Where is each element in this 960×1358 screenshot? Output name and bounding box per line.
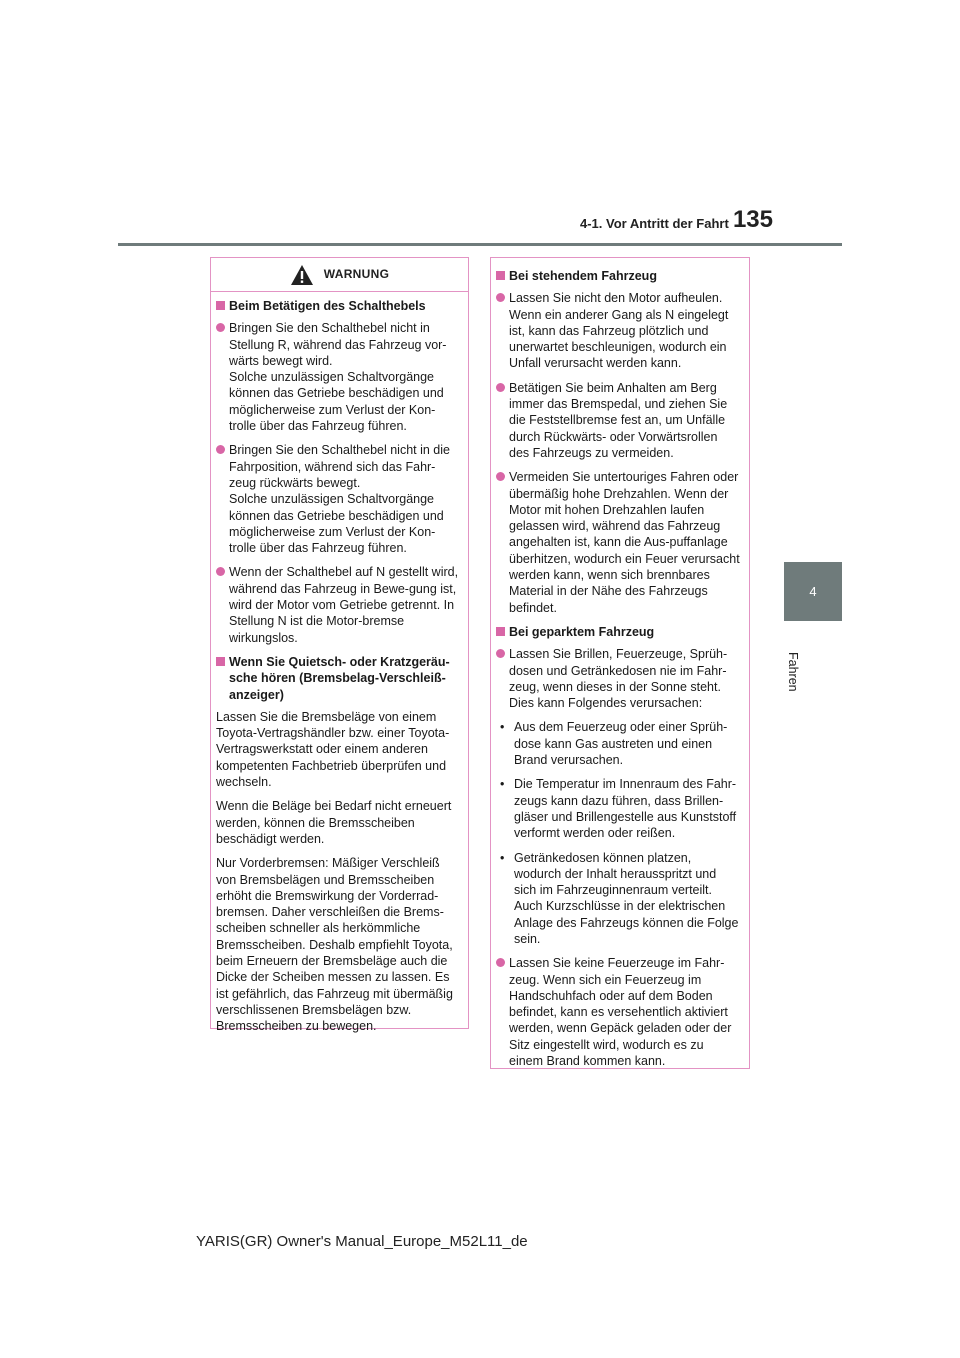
subheading-stationary: Bei stehendem Fahrzeug — [496, 268, 740, 284]
paragraph: Nur Vorderbremsen: Mäßiger Verschleiß von Bremsbelägen und Bremsscheiben erhöht die Bremswirkung der Vorderrad-bremsen. Daher verschleißen die Brems-scheiben schneller als herkömmliche Bremsscheiben. Deshalb empfiehlt Toyota, beim Erneuern der Bremsbeläge auch die Dicke der Scheiben messen zu lassen. Es ist gefährlich, das Fahrzeug mit übermäßig verschlissenen Bremsbelägen bzw. Bremsscheiben zu bewegen. — [216, 856, 453, 1034]
dot-item: • Aus dem Feuerzeug oder einer Sprüh-dose kann Gas austreten und einen Brand verursachen. — [496, 719, 740, 768]
header-divider — [118, 243, 842, 246]
chapter-number: 4 — [809, 584, 817, 599]
paragraph: Lassen Sie die Bremsbeläge von einem Toyota-Vertragshändler bzw. einer Toyota-Vertragswerkstatt oder einem anderen kompetenten Fachbetrieb überprüfen und wechseln. — [216, 709, 450, 790]
warning-header — [211, 258, 468, 292]
bullet-item: Wenn der Schalthebel auf N gestellt wird, während das Fahrzeug in Bewe-gung ist, wird der Motor vom Getriebe getrennt. In Stellung N ist die Motor-bremse wirkungslos. — [216, 564, 459, 645]
bullet-item: Lassen Sie nicht den Motor aufheulen. Wenn ein anderer Gang als N eingelegt ist, kann das Fahrzeug plötzlich und unerwartet beschleunigen, wodurch ein Unfall verursacht werden kann. — [496, 290, 740, 371]
warning-box-right — [490, 257, 750, 1069]
bullet-item: Bringen Sie den Schalthebel nicht in Stellung R, während das Fahrzeug vor-wärts bewegt wird. Solche unzulässigen Schaltvorgänge können das Getriebe beschädigen und möglicherweise zum Verlust der Kon-trolle über das Fahrzeug führen. — [216, 320, 459, 434]
subheading-brake-wear: Wenn Sie Quietsch- oder Kratzgeräu-sche hören (Bremsbelag-Verschleiß-anzeiger) — [216, 654, 459, 703]
page-number: 135 — [732, 206, 773, 233]
chapter-tab — [784, 562, 842, 621]
dot-item: • Die Temperatur im Innenraum des Fahr-zeugs kann dazu führen, dass Brillen-gläser und Brillengestelle aus Kunststoff verformt werden oder reißen. — [496, 776, 740, 841]
bullet-item: Bringen Sie den Schalthebel nicht in die Fahrposition, während sich das Fahr-zeug rückwärts bewegt. Solche unzulässigen Schaltvorgänge können das Getriebe beschädigen und möglicherweise zum Verlust der Kon-trolle über das Fahrzeug führen. — [216, 442, 459, 556]
bullet-item: Betätigen Sie beim Anhalten am Berg immer das Bremspedal, und ziehen Sie die Feststellbremse fest an, um Unfälle durch Rückwärts- oder Vorwärtsrollen des Fahrzeugs zu vermeiden. — [496, 380, 740, 461]
warning-box-left — [210, 257, 469, 1034]
bullet-item: Lassen Sie keine Feuerzeuge im Fahr-zeug. Wenn sich ein Feuerzeug im Handschuhfach oder auf dem Boden befindet, kann es versehentlich aktiviert werden, wenn Gepäck geladen oder der Sitz eingestellt wird, wodurch es zu einem Brand kommen kann. — [496, 955, 740, 1069]
subheading-shift-lever: Beim Betätigen des Schalthebels — [216, 298, 459, 314]
paragraph: Wenn die Beläge bei Bedarf nicht erneuert werden, können die Bremsscheiben beschädigt werden. — [216, 799, 452, 846]
warning-triangle-icon — [290, 264, 314, 286]
bullet-item: Lassen Sie Brillen, Feuerzeuge, Sprüh-dosen und Getränkedosen nie im Fahr-zeug, wenn dieses in der Sonne steht. Dies kann Folgendes verursachen: — [496, 646, 740, 711]
chapter-side-label — [780, 652, 808, 712]
footer-manual-id: YARIS(GR) Owner's Manual_Europe_M52L11_de — [196, 1233, 528, 1250]
subheading-parked: Bei geparktem Fahrzeug — [496, 624, 740, 640]
chapter-label-text: Fahren — [786, 652, 800, 692]
section-title: 4-1. Vor Antritt der Fahrt — [580, 216, 729, 231]
bullet-item: Vermeiden Sie untertouriges Fahren oder übermäßig hohe Drehzahlen. Wenn der Motor mit hohen Drehzahlen laufen gelassen wird, während das Fahrzeug angehalten ist, kann die Aus-puffanlage überhitzen, wodurch ein Feuer verursacht werden kann, wenn sich brennbares Material in der Nähe des Fahrzeugs befindet. — [496, 469, 740, 616]
dot-item: • Getränkedosen können platzen, wodurch der Inhalt herausspritzt und sich im Fahrzeuginnenraum verteilt. Auch Kurzschlüsse in der elektrischen Anlage des Fahrzeugs können die Folge sein. — [496, 850, 740, 948]
warning-title: WARNUNG — [323, 267, 390, 282]
